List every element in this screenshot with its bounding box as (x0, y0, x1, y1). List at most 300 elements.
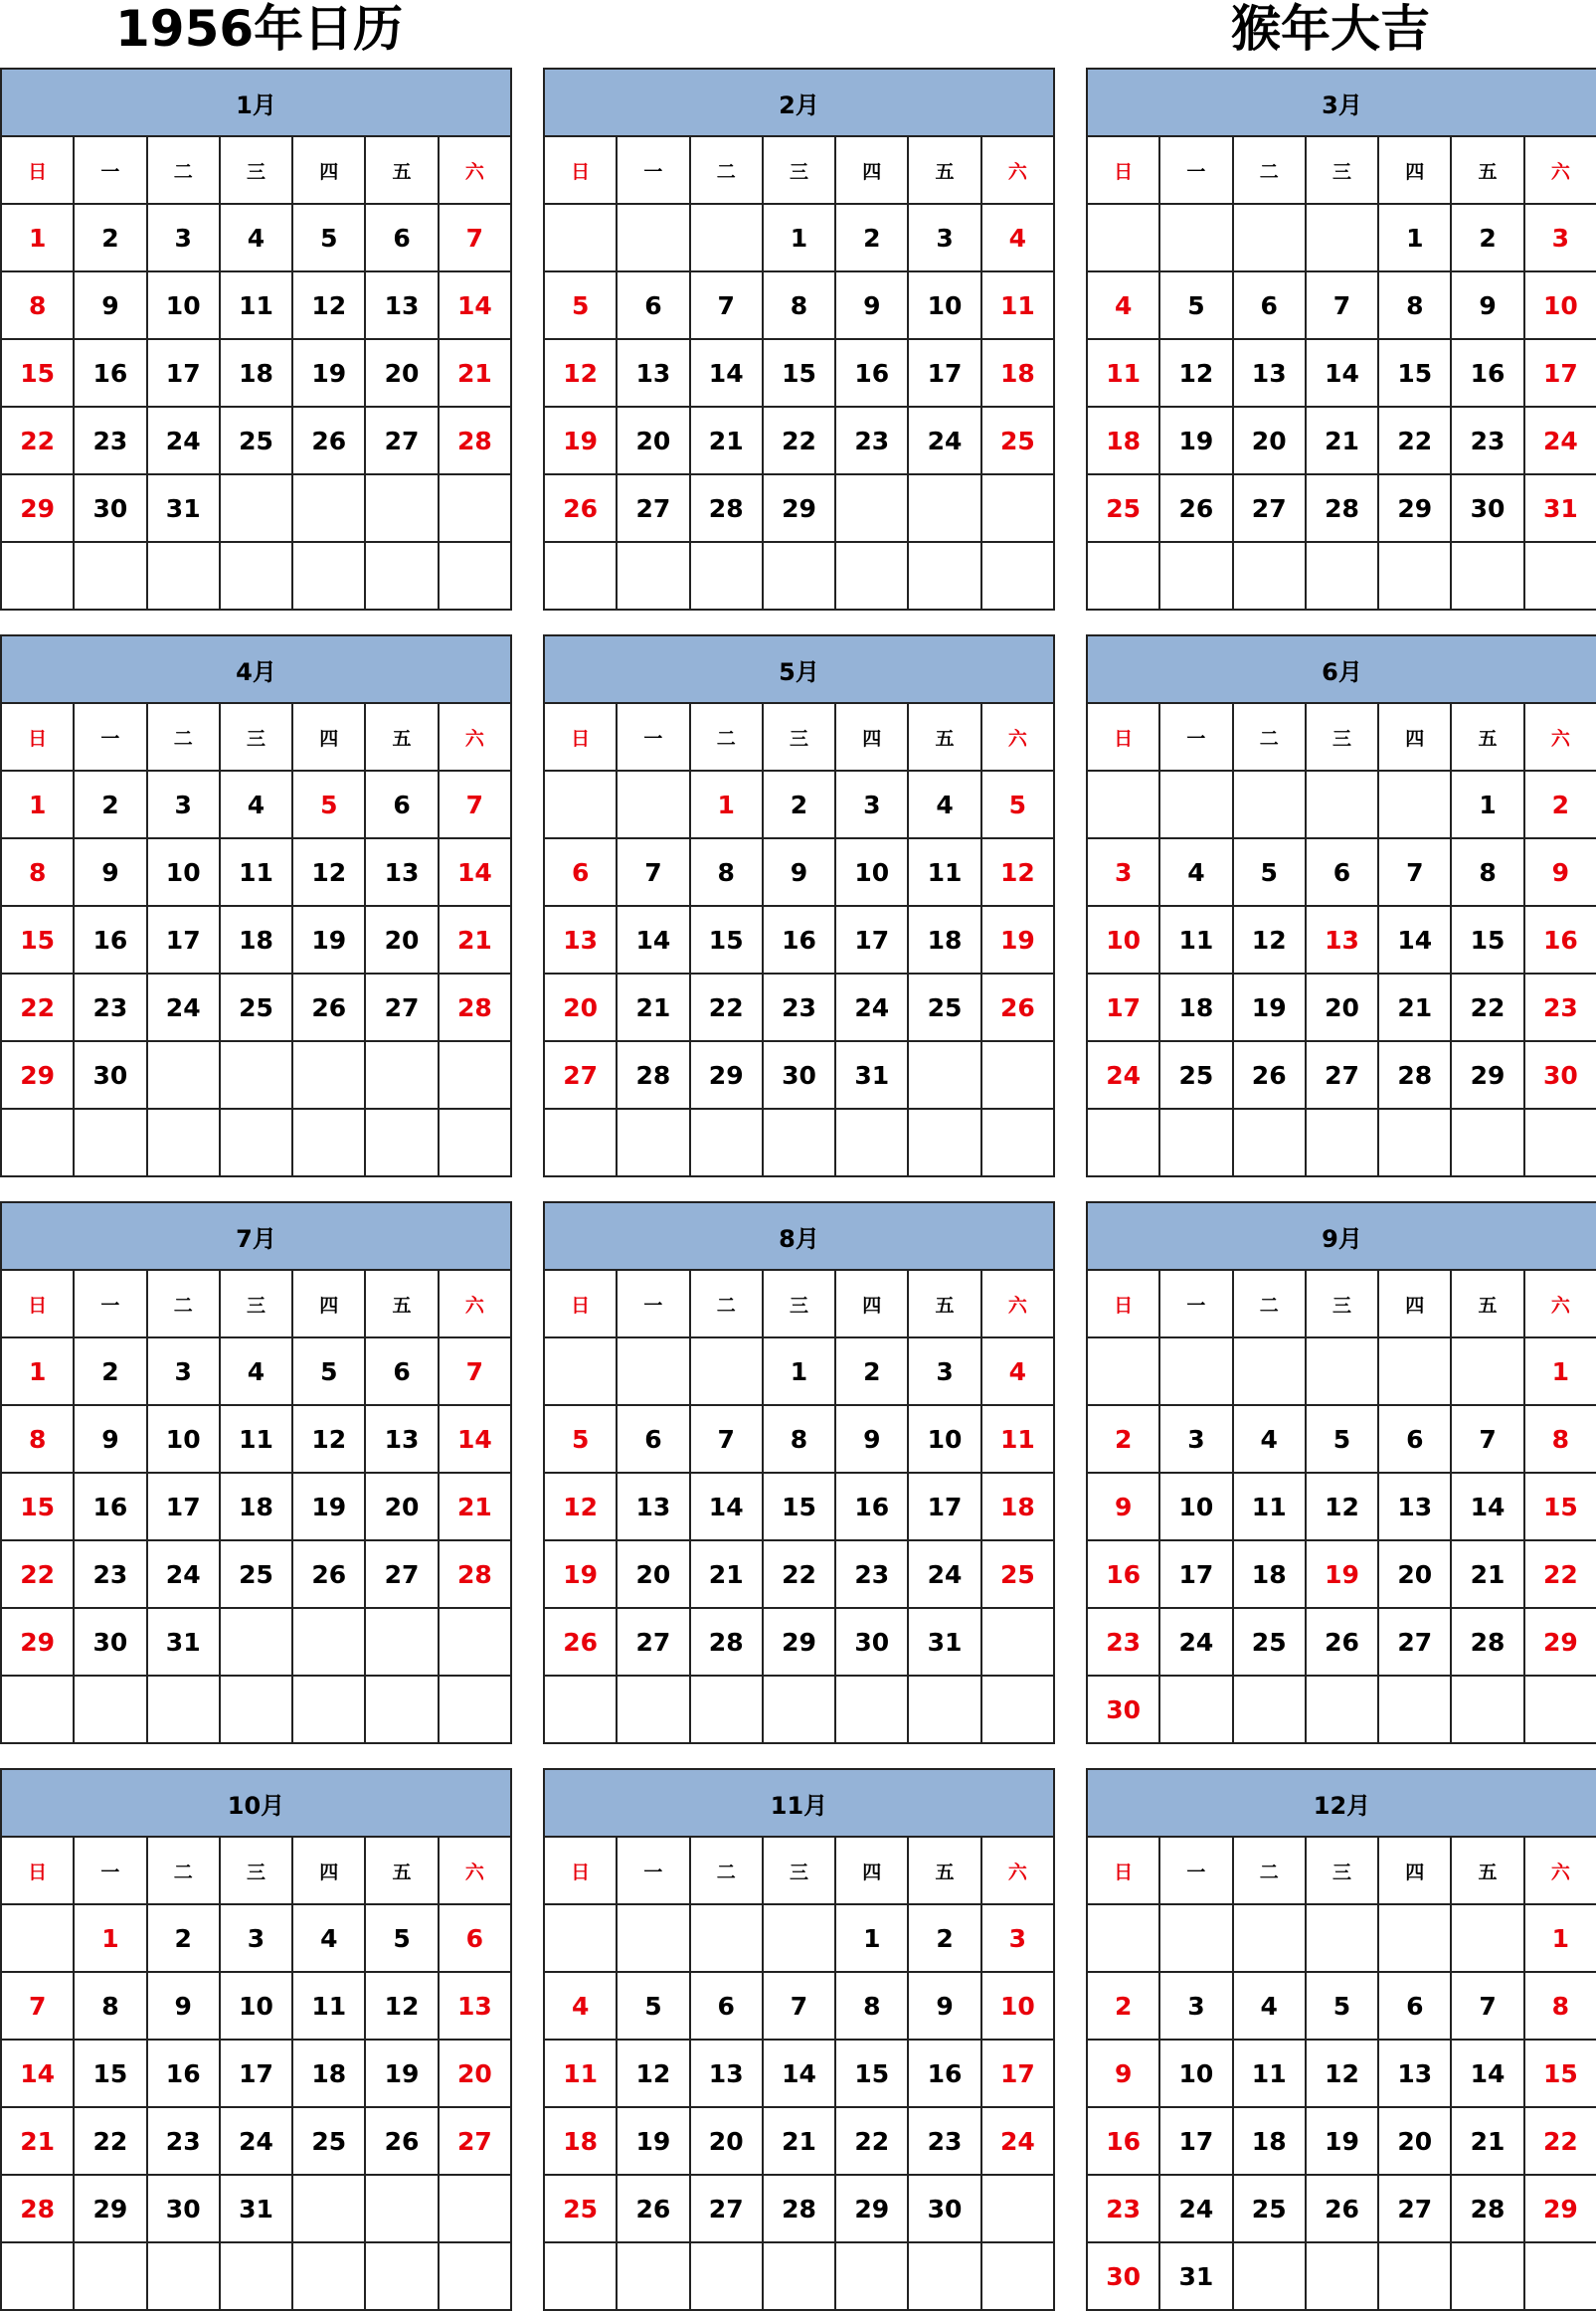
date-cell: 13 (1378, 1473, 1451, 1540)
empty-date-cell (1159, 204, 1232, 271)
date-cell: 25 (1159, 1041, 1232, 1109)
empty-date-cell (292, 542, 365, 610)
date-cell: 19 (1306, 2107, 1378, 2175)
date-cell: 10 (147, 1405, 220, 1473)
empty-date-cell (1233, 1337, 1306, 1405)
empty-date-cell (544, 1109, 617, 1176)
week-row (544, 2175, 1054, 2242)
date-cell: 4 (1233, 1405, 1306, 1473)
date-cell: 15 (1524, 2040, 1596, 2107)
date-cell: 10 (220, 1972, 292, 2040)
week-row (544, 271, 1054, 339)
empty-date-cell (292, 1109, 365, 1176)
weekday-label: 六 (1524, 136, 1596, 204)
date-cell: 30 (74, 1608, 146, 1676)
date-cell: 4 (981, 1337, 1054, 1405)
date-cell: 27 (365, 974, 438, 1041)
empty-date-cell (908, 542, 980, 610)
date-cell: 30 (74, 474, 146, 542)
week-row (1087, 474, 1596, 542)
week-row (1087, 1972, 1596, 2040)
month-table (543, 68, 1055, 611)
weekday-label: 四 (292, 1270, 365, 1337)
week-row (1, 407, 511, 474)
date-cell: 1 (1451, 771, 1523, 838)
date-cell: 18 (908, 906, 980, 974)
date-cell: 13 (365, 1405, 438, 1473)
date-cell: 22 (763, 1540, 835, 1608)
date-cell: 13 (1306, 906, 1378, 974)
date-cell: 2 (835, 1337, 908, 1405)
weekday-label: 四 (835, 1837, 908, 1904)
weekday-label: 一 (1159, 1270, 1232, 1337)
empty-date-cell (763, 1676, 835, 1743)
empty-date-cell (981, 1676, 1054, 1743)
date-cell: 3 (981, 1904, 1054, 1972)
week-row (544, 906, 1054, 974)
empty-date-cell (617, 542, 689, 610)
date-cell: 23 (835, 407, 908, 474)
empty-date-cell (1306, 204, 1378, 271)
empty-date-cell (1159, 1904, 1232, 1972)
date-cell: 14 (439, 1405, 511, 1473)
date-cell: 1 (835, 1904, 908, 1972)
date-cell: 7 (690, 1405, 763, 1473)
month-title: 12月 (1087, 1769, 1596, 1837)
date-cell: 11 (908, 838, 980, 906)
date-cell: 28 (617, 1041, 689, 1109)
date-cell: 28 (1378, 1041, 1451, 1109)
empty-date-cell (365, 1109, 438, 1176)
weekday-label: 二 (1233, 1270, 1306, 1337)
weekday-label: 四 (292, 136, 365, 204)
week-row (1, 2107, 511, 2175)
empty-date-cell (1378, 542, 1451, 610)
date-cell: 6 (365, 771, 438, 838)
date-cell: 22 (690, 974, 763, 1041)
date-cell: 17 (835, 906, 908, 974)
empty-date-cell (1378, 1676, 1451, 1743)
date-cell: 17 (981, 2040, 1054, 2107)
empty-date-cell (544, 771, 617, 838)
date-cell: 26 (292, 407, 365, 474)
date-cell: 9 (1524, 838, 1596, 906)
empty-date-cell (1233, 1676, 1306, 1743)
date-cell: 7 (1451, 1405, 1523, 1473)
month-table (1086, 634, 1596, 1177)
weekday-label: 三 (220, 703, 292, 771)
date-cell: 27 (690, 2175, 763, 2242)
date-cell: 30 (74, 1041, 146, 1109)
weekday-label: 一 (617, 1837, 689, 1904)
empty-date-cell (1451, 1109, 1523, 1176)
date-cell: 14 (617, 906, 689, 974)
weekday-label: 四 (1378, 703, 1451, 771)
date-cell: 9 (74, 838, 146, 906)
week-row (1, 542, 511, 610)
empty-date-cell (1, 1109, 74, 1176)
date-cell: 24 (147, 974, 220, 1041)
date-cell: 26 (1233, 1041, 1306, 1109)
date-cell: 19 (1233, 974, 1306, 1041)
week-row (1087, 1676, 1596, 1743)
date-cell: 13 (544, 906, 617, 974)
date-cell: 3 (147, 771, 220, 838)
weekday-label: 六 (1524, 1270, 1596, 1337)
date-cell: 28 (1306, 474, 1378, 542)
week-row (1, 771, 511, 838)
month-calendar (0, 68, 510, 599)
empty-date-cell (439, 542, 511, 610)
month-table (1086, 1201, 1596, 1744)
weekday-label: 日 (544, 1837, 617, 1904)
week-row (1, 1337, 511, 1405)
date-cell: 28 (439, 407, 511, 474)
date-cell: 26 (1306, 1608, 1378, 1676)
month-title: 11月 (544, 1769, 1054, 1837)
empty-date-cell (1451, 1676, 1523, 1743)
month-title: 6月 (1087, 635, 1596, 703)
empty-date-cell (1306, 771, 1378, 838)
empty-date-cell (147, 1041, 220, 1109)
weekday-label: 日 (544, 703, 617, 771)
week-row (1, 1109, 511, 1176)
date-cell: 17 (908, 339, 980, 407)
empty-date-cell (690, 1109, 763, 1176)
date-cell: 18 (1159, 974, 1232, 1041)
date-cell: 12 (1233, 906, 1306, 974)
week-row (1, 204, 511, 271)
date-cell: 20 (617, 407, 689, 474)
date-cell: 7 (690, 271, 763, 339)
weekday-label: 六 (981, 1837, 1054, 1904)
date-cell: 3 (908, 1337, 980, 1405)
date-cell: 25 (544, 2175, 617, 2242)
date-cell: 16 (835, 1473, 908, 1540)
date-cell: 14 (439, 838, 511, 906)
empty-date-cell (1087, 1109, 1159, 1176)
week-row (1087, 407, 1596, 474)
date-cell: 16 (763, 906, 835, 974)
weekday-label: 六 (439, 1270, 511, 1337)
weekday-label: 日 (1, 703, 74, 771)
weekday-label: 六 (981, 1270, 1054, 1337)
empty-date-cell (1306, 542, 1378, 610)
date-cell: 27 (365, 1540, 438, 1608)
date-cell: 6 (544, 838, 617, 906)
weekday-label: 三 (220, 136, 292, 204)
empty-date-cell (617, 1109, 689, 1176)
date-cell: 23 (763, 974, 835, 1041)
weekday-label: 三 (1306, 703, 1378, 771)
date-cell: 28 (690, 1608, 763, 1676)
date-cell: 28 (1451, 2175, 1523, 2242)
date-cell: 17 (908, 1473, 980, 1540)
date-cell: 13 (617, 1473, 689, 1540)
date-cell: 28 (690, 474, 763, 542)
weekday-label: 三 (763, 703, 835, 771)
date-cell: 22 (1378, 407, 1451, 474)
weekday-label: 六 (981, 136, 1054, 204)
date-cell: 7 (1451, 1972, 1523, 2040)
empty-date-cell (835, 542, 908, 610)
date-cell: 15 (1, 339, 74, 407)
date-cell: 27 (1378, 2175, 1451, 2242)
date-cell: 5 (981, 771, 1054, 838)
month-table (1086, 68, 1596, 611)
date-cell: 31 (1159, 2242, 1232, 2310)
weekday-label: 五 (1451, 136, 1523, 204)
week-row (1, 906, 511, 974)
empty-date-cell (147, 1676, 220, 1743)
week-row (1, 1405, 511, 1473)
weekday-label: 二 (1233, 1837, 1306, 1904)
week-row (544, 1676, 1054, 1743)
empty-date-cell (1087, 1904, 1159, 1972)
weekday-label: 日 (1, 1837, 74, 1904)
month-calendar (543, 634, 1053, 1165)
date-cell: 27 (617, 1608, 689, 1676)
weekday-label: 日 (1087, 1270, 1159, 1337)
date-cell: 19 (981, 906, 1054, 974)
week-row (1, 339, 511, 407)
date-cell: 25 (981, 1540, 1054, 1608)
date-cell: 10 (1159, 2040, 1232, 2107)
weekday-label: 一 (1159, 703, 1232, 771)
weekday-label: 四 (1378, 1837, 1451, 1904)
date-cell: 27 (617, 474, 689, 542)
date-cell: 23 (835, 1540, 908, 1608)
date-cell: 23 (74, 974, 146, 1041)
calendar-slogan: 猴年大吉 (1231, 0, 1430, 58)
empty-date-cell (1087, 204, 1159, 271)
date-cell: 18 (1233, 1540, 1306, 1608)
weekday-label: 四 (292, 703, 365, 771)
date-cell: 8 (1451, 838, 1523, 906)
date-cell: 14 (763, 2040, 835, 2107)
week-row (1087, 1473, 1596, 1540)
week-row (1, 1904, 511, 1972)
week-row (544, 974, 1054, 1041)
empty-date-cell (439, 474, 511, 542)
date-cell: 13 (1378, 2040, 1451, 2107)
weekday-label: 二 (690, 703, 763, 771)
week-row (1, 1540, 511, 1608)
empty-date-cell (220, 1676, 292, 1743)
week-row (544, 204, 1054, 271)
month-table (543, 1768, 1055, 2311)
weekday-label: 日 (544, 136, 617, 204)
date-cell: 10 (981, 1972, 1054, 2040)
weekday-label: 五 (1451, 703, 1523, 771)
date-cell: 8 (74, 1972, 146, 2040)
weekday-label: 四 (835, 136, 908, 204)
month-calendar (1086, 1201, 1596, 1732)
weekday-label: 二 (147, 1837, 220, 1904)
date-cell: 30 (835, 1608, 908, 1676)
weekday-label: 五 (908, 136, 980, 204)
date-cell: 8 (1, 1405, 74, 1473)
date-cell: 12 (292, 838, 365, 906)
week-row (1, 838, 511, 906)
date-cell: 27 (1233, 474, 1306, 542)
date-cell: 16 (74, 339, 146, 407)
week-row (1087, 1337, 1596, 1405)
date-cell: 10 (1087, 906, 1159, 974)
month-title: 7月 (1, 1202, 511, 1270)
empty-date-cell (220, 474, 292, 542)
date-cell: 3 (220, 1904, 292, 1972)
date-cell: 12 (981, 838, 1054, 906)
date-cell: 27 (365, 407, 438, 474)
empty-date-cell (365, 474, 438, 542)
empty-date-cell (617, 1676, 689, 1743)
week-row (1087, 1109, 1596, 1176)
date-cell: 7 (617, 838, 689, 906)
empty-date-cell (617, 204, 689, 271)
week-row (1, 1041, 511, 1109)
weekday-label: 日 (1087, 136, 1159, 204)
date-cell: 9 (74, 271, 146, 339)
empty-date-cell (1087, 1337, 1159, 1405)
date-cell: 14 (439, 271, 511, 339)
week-row (544, 838, 1054, 906)
weekday-label: 二 (147, 1270, 220, 1337)
date-cell: 8 (763, 1405, 835, 1473)
date-cell: 22 (835, 2107, 908, 2175)
date-cell: 8 (763, 271, 835, 339)
date-cell: 5 (544, 1405, 617, 1473)
weekday-label: 四 (835, 1270, 908, 1337)
weekday-label: 一 (74, 1270, 146, 1337)
week-row (1, 974, 511, 1041)
date-cell: 9 (835, 271, 908, 339)
date-cell: 24 (220, 2107, 292, 2175)
month-table (0, 1768, 512, 2311)
empty-date-cell (365, 2175, 438, 2242)
month-title: 5月 (544, 635, 1054, 703)
date-cell: 26 (1306, 2175, 1378, 2242)
empty-date-cell (1378, 771, 1451, 838)
date-cell: 14 (1306, 339, 1378, 407)
empty-date-cell (439, 1608, 511, 1676)
date-cell: 30 (1524, 1041, 1596, 1109)
weekday-label: 一 (1159, 136, 1232, 204)
date-cell: 15 (690, 906, 763, 974)
date-cell: 21 (1378, 974, 1451, 1041)
weekday-label: 二 (1233, 703, 1306, 771)
date-cell: 19 (544, 407, 617, 474)
date-cell: 14 (1, 2040, 74, 2107)
date-cell: 16 (835, 339, 908, 407)
date-cell: 17 (1087, 974, 1159, 1041)
date-cell: 5 (1159, 271, 1232, 339)
date-cell: 21 (439, 339, 511, 407)
date-cell: 15 (763, 1473, 835, 1540)
date-cell: 11 (292, 1972, 365, 2040)
date-cell: 29 (1524, 2175, 1596, 2242)
empty-date-cell (147, 542, 220, 610)
empty-date-cell (1451, 1904, 1523, 1972)
date-cell: 16 (74, 906, 146, 974)
date-cell: 29 (74, 2175, 146, 2242)
date-cell: 17 (1159, 2107, 1232, 2175)
weekday-label: 三 (1306, 1270, 1378, 1337)
date-cell: 25 (1087, 474, 1159, 542)
week-row (1087, 2040, 1596, 2107)
date-cell: 26 (365, 2107, 438, 2175)
date-cell: 31 (147, 1608, 220, 1676)
empty-date-cell (439, 1041, 511, 1109)
weekday-label: 六 (439, 703, 511, 771)
date-cell: 14 (690, 1473, 763, 1540)
date-cell: 11 (1159, 906, 1232, 974)
month-calendar (543, 68, 1053, 599)
date-cell: 3 (908, 204, 980, 271)
weekday-label: 一 (617, 1270, 689, 1337)
date-cell: 11 (981, 1405, 1054, 1473)
date-cell: 26 (292, 974, 365, 1041)
date-cell: 26 (1159, 474, 1232, 542)
date-cell: 23 (908, 2107, 980, 2175)
empty-date-cell (1233, 542, 1306, 610)
date-cell: 21 (439, 906, 511, 974)
empty-date-cell (617, 1904, 689, 1972)
date-cell: 9 (147, 1972, 220, 2040)
date-cell: 16 (1087, 1540, 1159, 1608)
date-cell: 7 (1306, 271, 1378, 339)
date-cell: 16 (147, 2040, 220, 2107)
empty-date-cell (908, 1676, 980, 1743)
date-cell: 29 (690, 1041, 763, 1109)
weekday-label: 六 (439, 1837, 511, 1904)
empty-date-cell (1159, 1109, 1232, 1176)
date-cell: 30 (763, 1041, 835, 1109)
date-cell: 1 (1, 771, 74, 838)
weekday-label: 五 (365, 136, 438, 204)
date-cell: 20 (1306, 974, 1378, 1041)
date-cell: 9 (763, 838, 835, 906)
month-title: 10月 (1, 1769, 511, 1837)
date-cell: 20 (365, 906, 438, 974)
date-cell: 7 (439, 1337, 511, 1405)
date-cell: 4 (1159, 838, 1232, 906)
empty-date-cell (690, 1676, 763, 1743)
date-cell: 23 (74, 407, 146, 474)
date-cell: 4 (292, 1904, 365, 1972)
weekday-label: 日 (1087, 703, 1159, 771)
empty-date-cell (617, 771, 689, 838)
date-cell: 8 (835, 1972, 908, 2040)
month-calendar (0, 1201, 510, 1732)
empty-date-cell (74, 1676, 146, 1743)
date-cell: 8 (690, 838, 763, 906)
date-cell: 26 (544, 474, 617, 542)
date-cell: 27 (1378, 1608, 1451, 1676)
date-cell: 16 (1451, 339, 1523, 407)
empty-date-cell (690, 1904, 763, 1972)
empty-date-cell (1, 542, 74, 610)
date-cell: 20 (690, 2107, 763, 2175)
date-cell: 2 (74, 1337, 146, 1405)
week-row (544, 771, 1054, 838)
date-cell: 24 (1159, 2175, 1232, 2242)
empty-date-cell (292, 474, 365, 542)
weekday-label: 五 (908, 703, 980, 771)
date-cell: 12 (1306, 1473, 1378, 1540)
date-cell: 25 (1233, 1608, 1306, 1676)
date-cell: 19 (544, 1540, 617, 1608)
